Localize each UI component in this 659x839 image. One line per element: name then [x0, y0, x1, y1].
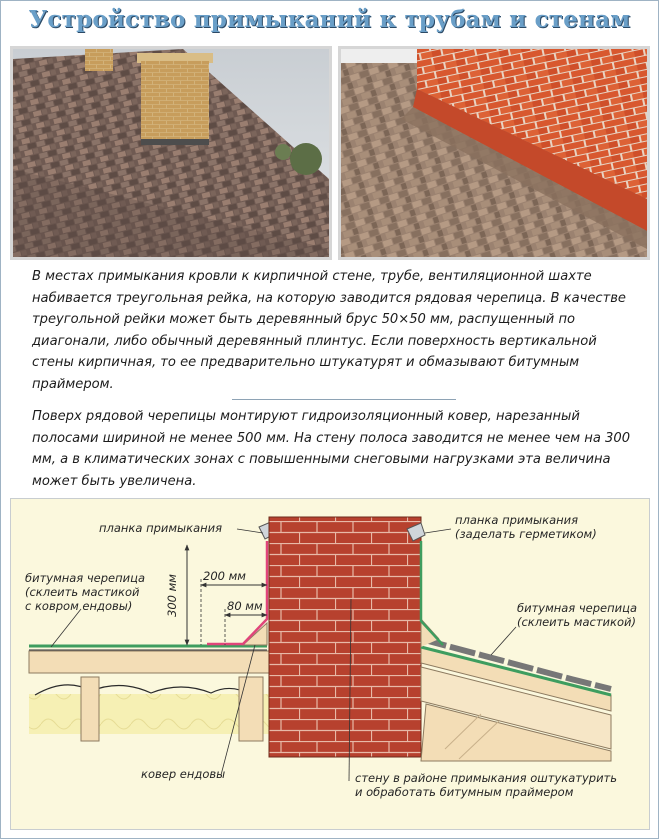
photo-wall-junction: [338, 46, 650, 260]
page-title: Устройство примыканий к трубам и стенам: [28, 6, 631, 33]
waterproofing-paragraph: Поверх рядовой черепицы монтируют гидроизоляционный ковер, нарезанный полосами шириной не менее 500 мм. На стену полоса заводится не менее чем на 300 мм, а в климатических зонах с повышенными снеговыми нагрузками эта величина может быть увеличена.: [32, 409, 631, 489]
label-flashing-right-2: (заделать герметиком): [455, 527, 597, 541]
roof-deck-left: [29, 651, 271, 673]
label-wall-note-1: стену в районе примыкания оштукатурить: [355, 771, 618, 785]
photo-roof-chimneys-image: [13, 49, 329, 257]
paragraph-divider: [232, 399, 456, 400]
label-shingle-left-3: с ковром ендовы): [25, 599, 133, 613]
dimension-200-label: 200 мм: [203, 569, 246, 583]
label-flashing-left: планка примыкания: [99, 521, 223, 535]
label-shingle-right-1: битумная черепица: [517, 601, 637, 615]
label-valley-carpet: ковер ендовы: [141, 767, 226, 781]
photo-wall-junction-image: [341, 49, 647, 257]
dimension-vertical-label: 300 мм: [165, 574, 179, 617]
brick-wall: [269, 517, 421, 757]
intro-paragraph: В местах примыкания кровли к кирпичной стене, трубе, вентиляционной шахте набивается треугольная рейка, на которую заводится рядовая черепица. В качестве треугольной рейки может быть деревянный брус 50×50 мм, распущенный по диагонали, либо обычный деревянный плинтус. Если поверхность вертикальной стены кирпичная, то ее предварительно штукатурят и обмазывают битумным праймером.: [32, 269, 626, 392]
photo-roof-chimneys: [10, 46, 332, 260]
label-shingle-right-2: (склеить мастикой): [517, 615, 636, 629]
label-shingle-left-1: битумная черепица: [25, 571, 145, 585]
label-shingle-left-2: (склеить мастикой: [25, 585, 140, 599]
rafter-left-1: [81, 677, 99, 741]
label-wall-note-2: и обработать битумным праймером: [355, 785, 574, 799]
dimension-80-label: 80 мм: [227, 599, 263, 613]
rafter-left-2: [239, 677, 263, 741]
junction-diagram: [10, 498, 650, 830]
flashing-left: [207, 541, 267, 644]
label-flashing-right-1: планка примыкания: [455, 513, 579, 527]
